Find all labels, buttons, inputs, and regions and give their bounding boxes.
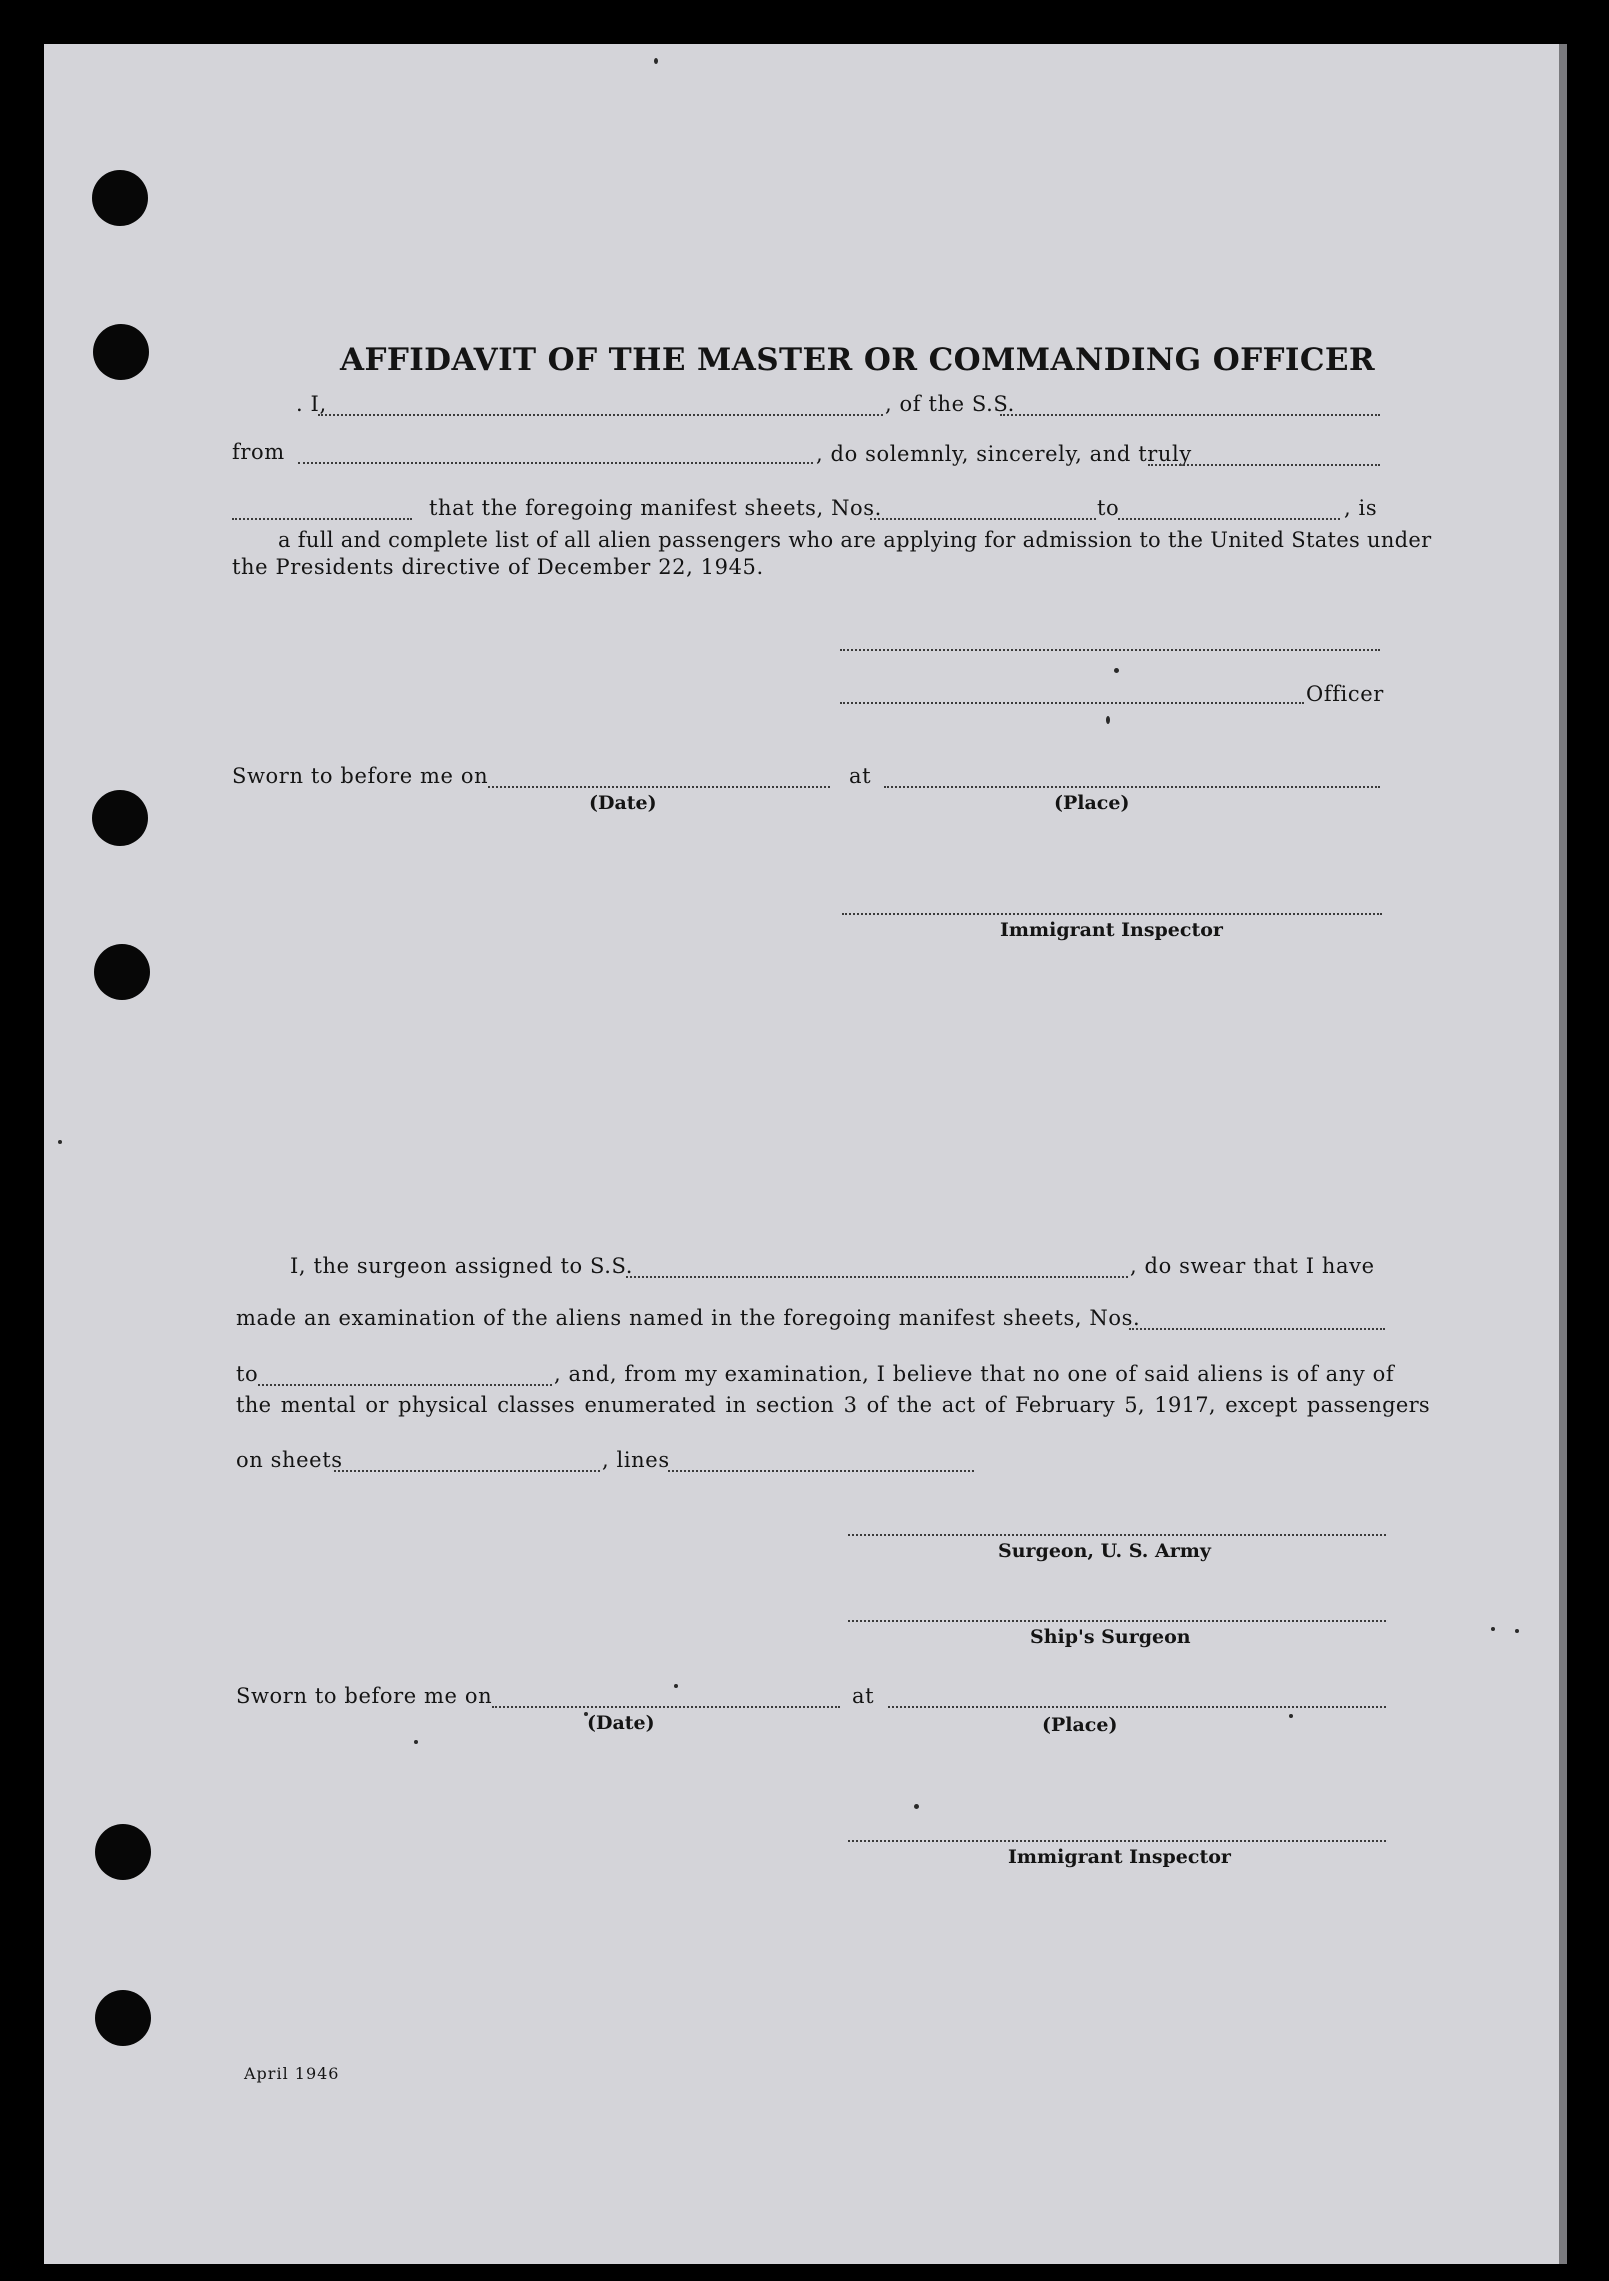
surgeon-sheets-line[interactable] (334, 1470, 600, 1472)
surgeon-statement-line-4: the mental or physical classes enumerated in section 3 of the act of February 5, 1917, except passengers (236, 1393, 1430, 1417)
scan-speck (58, 1140, 62, 1144)
master-sworn-text: Sworn to before me on (232, 764, 489, 788)
surgeon-belief-text: , and, from my examination, I believe that no one of said aliens is of any of (554, 1362, 1395, 1386)
master-statement-line-4: a full and complete list of all alien passengers who are applying for admission to the United States under (278, 528, 1432, 552)
scan-speck (1114, 668, 1119, 673)
form-title: AFFIDAVIT OF THE MASTER OR COMMANDING OFFICER (340, 342, 1376, 378)
punch-hole (93, 324, 149, 380)
surgeon-sheets-text: on sheets (236, 1448, 343, 1472)
surgeon-swear-text: , do swear that I have (1130, 1254, 1375, 1278)
surgeon-nos-from-line[interactable] (1129, 1328, 1385, 1330)
ship-surgeon-caption: Ship's Surgeon (1030, 1626, 1191, 1648)
surgeon-lines-line[interactable] (668, 1470, 974, 1472)
scan-speck (414, 1740, 418, 1744)
master-place-caption: (Place) (1054, 792, 1130, 814)
surgeon-assigned-text: I, the surgeon assigned to S.S. (290, 1254, 634, 1278)
officer-signature-line[interactable] (840, 702, 1304, 704)
scan-speck (1515, 1629, 1519, 1633)
scan-speck (1491, 1627, 1495, 1631)
surgeon-place-caption: (Place) (1042, 1714, 1118, 1736)
punch-hole (95, 1990, 151, 2046)
master-name-line[interactable] (318, 414, 883, 416)
scan-speck (654, 58, 658, 64)
army-surgeon-caption: Surgeon, U. S. Army (998, 1540, 1211, 1562)
surgeon-inspector-line[interactable] (848, 1840, 1386, 1842)
scan-speck (1106, 716, 1110, 724)
master-inspector-line[interactable] (842, 913, 1382, 915)
form-page (44, 44, 1567, 2264)
master-oath-line-2[interactable] (232, 518, 412, 520)
scan-speck (914, 1804, 919, 1809)
master-is-text: , is (1344, 496, 1378, 520)
surgeon-inspector-caption: Immigrant Inspector (1008, 1846, 1231, 1868)
master-signature-line[interactable] (840, 649, 1380, 651)
surgeon-at-text: at (852, 1684, 875, 1708)
surgeon-ship-line[interactable] (626, 1276, 1128, 1278)
army-surgeon-signature-line[interactable] (848, 1534, 1386, 1536)
master-to-text: to (1097, 496, 1120, 520)
form-revision-date: April 1946 (244, 2064, 340, 2083)
master-of-ss-text: , of the S.S. (885, 392, 1015, 416)
master-i-text: . I, (296, 392, 327, 416)
surgeon-nos-to-line[interactable] (258, 1384, 552, 1386)
master-nos-to-line[interactable] (1118, 518, 1340, 520)
master-solemnly-text: , do solemnly, sincerely, and truly (816, 442, 1192, 466)
punch-hole (94, 944, 150, 1000)
master-oath-line[interactable] (1148, 464, 1380, 466)
master-from-line[interactable] (298, 462, 813, 464)
surgeon-sworn-date-line[interactable] (492, 1706, 840, 1708)
officer-label: Officer (1306, 682, 1384, 706)
punch-hole (92, 790, 148, 846)
master-date-caption: (Date) (589, 792, 657, 814)
master-manifest-text: that the foregoing manifest sheets, Nos. (429, 496, 882, 520)
surgeon-examination-text: made an examination of the aliens named in the foregoing manifest sheets, Nos. (236, 1306, 1141, 1330)
master-statement-line-5: the Presidents directive of December 22, 1945. (232, 555, 764, 579)
surgeon-sworn-place-line[interactable] (888, 1706, 1386, 1708)
master-from-text: from (232, 440, 285, 464)
master-ship-line[interactable] (1000, 414, 1380, 416)
ship-surgeon-signature-line[interactable] (848, 1620, 1386, 1622)
master-nos-from-line[interactable] (870, 518, 1096, 520)
surgeon-date-caption: (Date) (587, 1712, 655, 1734)
master-sworn-date-line[interactable] (488, 786, 830, 788)
master-inspector-caption: Immigrant Inspector (1000, 919, 1223, 941)
master-sworn-place-line[interactable] (884, 786, 1380, 788)
surgeon-sworn-text: Sworn to before me on (236, 1684, 493, 1708)
scan-speck (1289, 1714, 1293, 1718)
scan-speck (674, 1684, 678, 1688)
surgeon-to-text: to (236, 1362, 259, 1386)
punch-hole (95, 1824, 151, 1880)
master-at-text: at (849, 764, 872, 788)
punch-hole (92, 170, 148, 226)
surgeon-lines-text: , lines (602, 1448, 670, 1472)
